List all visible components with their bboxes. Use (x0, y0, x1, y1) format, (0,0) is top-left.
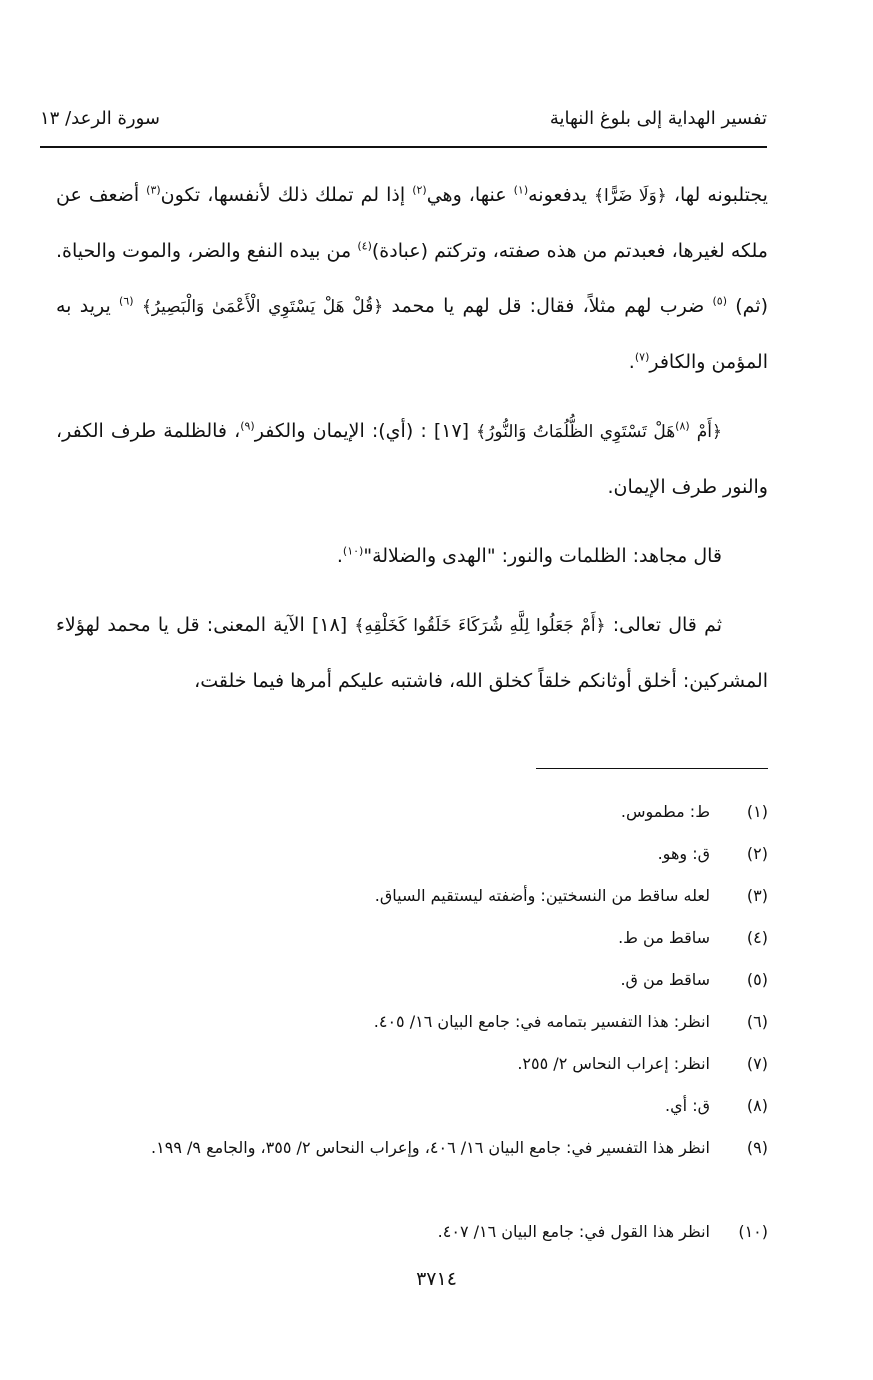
text-segment: إذا لم تملك ذلك لأنفسها، تكون (160, 184, 413, 206)
footnote-item (56, 1215, 768, 1257)
footnote-number: (٨) (746, 1096, 768, 1115)
footnote-number: (٤) (746, 928, 768, 947)
footnote-text: ساقط من ط. (618, 928, 710, 947)
footnote-ref: (٥) (712, 294, 727, 308)
book-title: تفسير الهداية إلى بلوغ النهاية (549, 108, 767, 129)
footnote-item (56, 921, 768, 963)
footnote-ref: (١٠) (342, 544, 364, 558)
footnote-item (56, 963, 768, 1005)
text-segment: يجتلبونه لها، (666, 184, 768, 206)
text-segment: يدفعونه (528, 184, 594, 206)
header-divider (40, 146, 767, 148)
text-segment: أضعف عن ملكه لغيرها، فعبدتم من هذه صفته، وتركتم (عبادة) (56, 184, 768, 262)
footnote-text: ق: أي. (665, 1096, 710, 1115)
footnote-text: ساقط من ق. (620, 970, 710, 989)
text-segment: ثم قال تعالى: (605, 614, 722, 636)
footnote-number: (٣) (746, 886, 768, 905)
quran-verse: ﴿أَمْ جَعَلُوا لِلَّهِ شُرَكَاءَ خَلَقُوا كَخَلْقِهِ﴾ (354, 616, 606, 636)
footnote-text: ق: وهو. (657, 844, 710, 863)
footnote-item (56, 1047, 768, 1089)
footnote-ref: (٤) (357, 239, 372, 253)
footnote-ref: (٨) (675, 419, 690, 433)
footnote-number: (٥) (746, 970, 768, 989)
footnote-item (56, 1005, 768, 1047)
main-text (56, 168, 768, 723)
footnote-text: ط: مطموس. (620, 802, 710, 821)
footnote-text: انظر: هذا التفسير بتمامه في: جامع البيان ١٦/ ٤٠٥. (373, 1012, 710, 1031)
page-number: ٣٧١٤ (416, 1268, 457, 1290)
footnote-number: (٦) (746, 1012, 768, 1031)
quran-verse: ﴿أَمْ (696, 422, 722, 442)
surah-info: سورة الرعد/ ١٣ (40, 108, 160, 129)
footnotes-list (56, 795, 768, 1257)
text-segment: ضرب لهم مثلاً، فقال: قل لهم يا محمد (383, 295, 713, 317)
footnote-ref: (٣) (146, 183, 161, 197)
running-header (40, 102, 767, 136)
footnote-number: (٩) (746, 1138, 768, 1157)
quran-verse: ﴿قُلْ هَلْ يَسْتَوِي الْأَعْمَىٰ وَالْبَصِيرُ﴾ (141, 297, 384, 317)
footnote-item (56, 1089, 768, 1131)
footnote-ref: (٦) (119, 294, 134, 308)
text-segment: [١٨] الآية المعنى: قل يا محمد لهؤلاء المشركين: أخلق أوثانكم خلقاً كخلق الله، فاشتبه عليكم أمرها فيما خلقت، (56, 614, 768, 692)
footnote-text: انظر هذا القول في: جامع البيان ١٦/ ٤٠٧. (437, 1222, 710, 1241)
footnote-number: (١٠) (738, 1222, 768, 1241)
text-segment: عنها، وهي (426, 184, 514, 206)
footnote-item (56, 837, 768, 879)
footnote-ref: (٩) (240, 419, 255, 433)
footnote-item (56, 879, 768, 921)
footnote-item (56, 795, 768, 837)
text-segment: يريد به المؤمن والكافر (56, 295, 768, 373)
footnote-ref: (١) (513, 183, 529, 197)
footnote-number: (٢) (746, 844, 768, 863)
footnote-text: انظر: إعراب النحاس ٢/ ٢٥٥. (517, 1054, 710, 1073)
footnote-text: لعله ساقط من النسختين: وأضفته ليستقيم السياق. (374, 886, 710, 905)
footnote-ref: (٢) (412, 183, 427, 197)
footnote-ref: (٧) (634, 350, 650, 364)
paragraph-2 (56, 404, 768, 515)
paragraph-3 (56, 529, 768, 584)
footnote-divider (536, 768, 768, 769)
text-segment: [١٧] : (أي): الإيمان والكفر (254, 420, 477, 442)
paragraph-4 (56, 598, 768, 709)
text-segment: ، فالظلمة طرف الكفر، والنور طرف الإيمان. (56, 420, 768, 498)
footnote-item (56, 1131, 768, 1215)
text-segment: . (628, 351, 635, 373)
quran-verse: هَلْ تَسْتَوِي الظُّلُمَاتُ وَالنُّورُ﴾ (476, 422, 676, 442)
text-segment: قال مجاهد: الظلمات والنور: "الهدى والضلالة" (363, 545, 722, 567)
text-segment: . (336, 545, 343, 567)
footnote-number: (١) (746, 802, 768, 821)
footnote-text: انظر هذا التفسير في: جامع البيان ١٦/ ٤٠٦، وإعراب النحاس ٢/ ٣٥٥، والجامع ٩/ ١٩٩. (151, 1138, 710, 1157)
footnote-number: (٧) (746, 1054, 768, 1073)
text-segment: من بيده النفع والضر، والموت والحياة. (ثم) (56, 240, 769, 317)
paragraph-1 (56, 168, 768, 390)
quran-verse: ﴿وَلَا ضَرًّا﴾ (593, 186, 667, 206)
